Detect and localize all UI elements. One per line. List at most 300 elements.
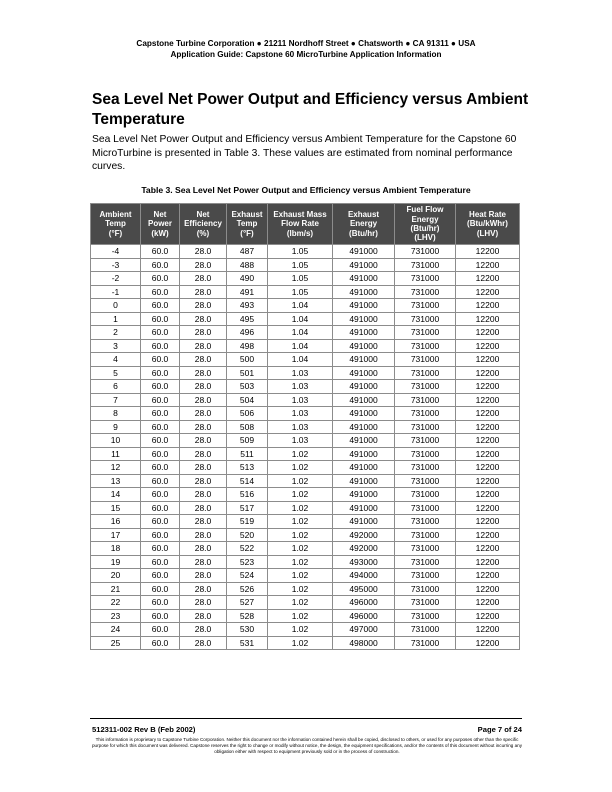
table-cell: 495000 bbox=[333, 582, 395, 596]
table-cell: 1.04 bbox=[268, 312, 333, 326]
table-cell: 1.04 bbox=[268, 299, 333, 313]
table-cell: 12200 bbox=[456, 623, 520, 637]
table-cell: 731000 bbox=[395, 474, 456, 488]
table-cell: 1.03 bbox=[268, 380, 333, 394]
table-cell: 28.0 bbox=[180, 326, 227, 340]
table-cell: 491000 bbox=[333, 339, 395, 353]
table-cell: 731000 bbox=[395, 380, 456, 394]
table-cell: 28.0 bbox=[180, 393, 227, 407]
table-cell: 28.0 bbox=[180, 542, 227, 556]
table-cell: 1.04 bbox=[268, 353, 333, 367]
table-cell: 0 bbox=[91, 299, 141, 313]
table-cell: 1.02 bbox=[268, 461, 333, 475]
table-cell: 12200 bbox=[456, 461, 520, 475]
table-cell: 22 bbox=[91, 596, 141, 610]
table-cell: 28.0 bbox=[180, 447, 227, 461]
table-cell: 28.0 bbox=[180, 569, 227, 583]
table-cell: 60.0 bbox=[141, 366, 180, 380]
column-header-line: Flow Rate bbox=[281, 219, 319, 229]
table-cell: 500 bbox=[227, 353, 268, 367]
guide-title-line: Application Guide: Capstone 60 MicroTurbine Application Information bbox=[170, 49, 442, 59]
column-header-line: Power bbox=[147, 219, 172, 229]
table-row bbox=[91, 380, 520, 394]
table-cell: 491000 bbox=[333, 353, 395, 367]
column-header-line: Net bbox=[153, 209, 167, 219]
table-cell: 3 bbox=[91, 339, 141, 353]
table-cell: 28.0 bbox=[180, 555, 227, 569]
table-cell: 12200 bbox=[456, 326, 520, 340]
table-cell: 1.02 bbox=[268, 582, 333, 596]
column-header-line: Exhaust Mass bbox=[273, 209, 327, 219]
column-header-line: (LHV) bbox=[414, 233, 436, 243]
column-header bbox=[180, 204, 227, 245]
table-row bbox=[91, 407, 520, 421]
table-cell: 1.02 bbox=[268, 609, 333, 623]
table-cell: 492000 bbox=[333, 542, 395, 556]
table-row bbox=[91, 312, 520, 326]
table-cell: 28.0 bbox=[180, 623, 227, 637]
footer-divider bbox=[90, 718, 522, 719]
table-cell: 16 bbox=[91, 515, 141, 529]
table-cell: 519 bbox=[227, 515, 268, 529]
section-title: Sea Level Net Power Output and Efficiency versus Ambient Temperature bbox=[92, 91, 529, 128]
table-cell: 1.02 bbox=[268, 555, 333, 569]
table-cell: 12200 bbox=[456, 555, 520, 569]
company-address-line: Capstone Turbine Corporation ● 21211 Nordhoff Street ● Chatsworth ● CA 91311 ● USA bbox=[136, 39, 476, 48]
table-row bbox=[91, 420, 520, 434]
table-cell: 19 bbox=[91, 555, 141, 569]
table-cell: 1.03 bbox=[268, 366, 333, 380]
table-cell: 12200 bbox=[456, 339, 520, 353]
table-cell: 28.0 bbox=[180, 596, 227, 610]
table-cell: 1.02 bbox=[268, 515, 333, 529]
table-cell: 12200 bbox=[456, 285, 520, 299]
table-row bbox=[91, 474, 520, 488]
table-cell: 498 bbox=[227, 339, 268, 353]
table-cell: 12200 bbox=[456, 582, 520, 596]
column-header-line: Temp bbox=[105, 219, 126, 229]
table-cell: 731000 bbox=[395, 245, 456, 259]
table-row bbox=[91, 434, 520, 448]
column-header-line: (°F) bbox=[108, 228, 123, 238]
table-row bbox=[91, 447, 520, 461]
table-row bbox=[91, 366, 520, 380]
table-cell: 493 bbox=[227, 299, 268, 313]
table-cell: 731000 bbox=[395, 501, 456, 515]
table-row bbox=[91, 461, 520, 475]
table-cell: 491000 bbox=[333, 299, 395, 313]
table-cell: 12200 bbox=[456, 569, 520, 583]
table-cell: 25 bbox=[91, 636, 141, 650]
table-cell: 522 bbox=[227, 542, 268, 556]
table-cell: 12200 bbox=[456, 609, 520, 623]
table-cell: 491000 bbox=[333, 474, 395, 488]
table-cell: 12200 bbox=[456, 299, 520, 313]
table-cell: 731000 bbox=[395, 542, 456, 556]
table-row bbox=[91, 353, 520, 367]
table-cell: 1.02 bbox=[268, 596, 333, 610]
table-cell: 60.0 bbox=[141, 299, 180, 313]
column-header-line: Exhaust bbox=[347, 209, 380, 219]
table-cell: 12200 bbox=[456, 488, 520, 502]
table-cell: 12200 bbox=[456, 447, 520, 461]
table-cell: 1.02 bbox=[268, 474, 333, 488]
table-cell: 1.02 bbox=[268, 501, 333, 515]
table-cell: 1.03 bbox=[268, 420, 333, 434]
table-cell: 496 bbox=[227, 326, 268, 340]
table-cell: 60.0 bbox=[141, 272, 180, 286]
table-row bbox=[91, 245, 520, 259]
table-cell: 491000 bbox=[333, 285, 395, 299]
table-cell: 28.0 bbox=[180, 339, 227, 353]
table-cell: 60.0 bbox=[141, 636, 180, 650]
table-cell: 1.02 bbox=[268, 623, 333, 637]
table-cell: 731000 bbox=[395, 353, 456, 367]
table-cell: 12200 bbox=[456, 501, 520, 515]
table-cell: 12200 bbox=[456, 353, 520, 367]
table-cell: 28.0 bbox=[180, 407, 227, 421]
table-cell: 12200 bbox=[456, 434, 520, 448]
table-cell: 509 bbox=[227, 434, 268, 448]
table-cell: -2 bbox=[91, 272, 141, 286]
table-cell: 531 bbox=[227, 636, 268, 650]
table-cell: 490 bbox=[227, 272, 268, 286]
table-cell: 28.0 bbox=[180, 434, 227, 448]
table-cell: 1.02 bbox=[268, 636, 333, 650]
table-cell: 12200 bbox=[456, 420, 520, 434]
table-cell: 60.0 bbox=[141, 569, 180, 583]
table-cell: 12200 bbox=[456, 272, 520, 286]
table-cell: 514 bbox=[227, 474, 268, 488]
column-header bbox=[227, 204, 268, 245]
table-cell: 28.0 bbox=[180, 474, 227, 488]
table-cell: 530 bbox=[227, 623, 268, 637]
table-cell: 60.0 bbox=[141, 407, 180, 421]
table-cell: 6 bbox=[91, 380, 141, 394]
table-cell: 501 bbox=[227, 366, 268, 380]
table-cell: 524 bbox=[227, 569, 268, 583]
table-cell: 12200 bbox=[456, 596, 520, 610]
table-cell: 28.0 bbox=[180, 501, 227, 515]
table-cell: 487 bbox=[227, 245, 268, 259]
page-number: Page 7 of 24 bbox=[477, 725, 522, 734]
table-row bbox=[91, 488, 520, 502]
table-cell: 9 bbox=[91, 420, 141, 434]
table-cell: 12200 bbox=[456, 312, 520, 326]
table-cell: 14 bbox=[91, 488, 141, 502]
table-cell: 491000 bbox=[333, 434, 395, 448]
column-header-line: (°F) bbox=[240, 228, 254, 238]
table-cell: 28.0 bbox=[180, 312, 227, 326]
table-cell: 60.0 bbox=[141, 285, 180, 299]
table-cell: 12200 bbox=[456, 393, 520, 407]
table-row bbox=[91, 528, 520, 542]
column-header-line: Temp bbox=[236, 219, 258, 229]
table-cell: 60.0 bbox=[141, 542, 180, 556]
table-row bbox=[91, 285, 520, 299]
table-cell: 60.0 bbox=[141, 515, 180, 529]
table-cell: 28.0 bbox=[180, 515, 227, 529]
table-cell: 491000 bbox=[333, 272, 395, 286]
table-cell: 60.0 bbox=[141, 245, 180, 259]
table-cell: 491000 bbox=[333, 245, 395, 259]
table-cell: 28.0 bbox=[180, 528, 227, 542]
column-header-line: (Btu/kWhr) bbox=[467, 219, 508, 229]
table-cell: 28.0 bbox=[180, 636, 227, 650]
table-cell: 731000 bbox=[395, 258, 456, 272]
table-header-row bbox=[91, 204, 520, 245]
table-cell: 12200 bbox=[456, 636, 520, 650]
table-cell: 60.0 bbox=[141, 501, 180, 515]
table-cell: 12200 bbox=[456, 407, 520, 421]
column-header-line: Fuel Flow bbox=[406, 205, 444, 215]
table-cell: 731000 bbox=[395, 326, 456, 340]
table-cell: 491000 bbox=[333, 258, 395, 272]
table-cell: 24 bbox=[91, 623, 141, 637]
table-cell: 731000 bbox=[395, 488, 456, 502]
table-cell: 491000 bbox=[333, 488, 395, 502]
table-cell: 28.0 bbox=[180, 245, 227, 259]
table-cell: 60.0 bbox=[141, 326, 180, 340]
column-header-line: Exhaust bbox=[231, 209, 263, 219]
table-body bbox=[91, 245, 520, 650]
table-cell: 1 bbox=[91, 312, 141, 326]
table-cell: 1.03 bbox=[268, 407, 333, 421]
table-row bbox=[91, 393, 520, 407]
table-cell: 12200 bbox=[456, 380, 520, 394]
table-cell: 528 bbox=[227, 609, 268, 623]
column-header-line: Ambient bbox=[99, 209, 132, 219]
table-cell: 60.0 bbox=[141, 434, 180, 448]
table-row bbox=[91, 636, 520, 650]
table-cell: 491 bbox=[227, 285, 268, 299]
column-header bbox=[395, 204, 456, 245]
table-cell: 731000 bbox=[395, 461, 456, 475]
table-cell: 523 bbox=[227, 555, 268, 569]
table-cell: 28.0 bbox=[180, 258, 227, 272]
table-cell: 731000 bbox=[395, 515, 456, 529]
table-row bbox=[91, 339, 520, 353]
table-cell: 12 bbox=[91, 461, 141, 475]
table-row bbox=[91, 569, 520, 583]
table-cell: 21 bbox=[91, 582, 141, 596]
table-cell: 15 bbox=[91, 501, 141, 515]
table-row bbox=[91, 555, 520, 569]
table-cell: 28.0 bbox=[180, 461, 227, 475]
table-cell: 491000 bbox=[333, 393, 395, 407]
column-header-line: Heat Rate bbox=[469, 209, 506, 219]
table-cell: 60.0 bbox=[141, 258, 180, 272]
table-cell: 1.02 bbox=[268, 447, 333, 461]
column-header-line: (LHV) bbox=[476, 228, 499, 238]
table-cell: 496000 bbox=[333, 596, 395, 610]
table-cell: 731000 bbox=[395, 272, 456, 286]
table-cell: 731000 bbox=[395, 312, 456, 326]
column-header-line: (%) bbox=[196, 228, 210, 238]
column-header bbox=[141, 204, 180, 245]
table-cell: 8 bbox=[91, 407, 141, 421]
table-cell: 28.0 bbox=[180, 582, 227, 596]
table-cell: 1.02 bbox=[268, 488, 333, 502]
table-cell: 12200 bbox=[456, 542, 520, 556]
table-cell: 60.0 bbox=[141, 474, 180, 488]
table-cell: 60.0 bbox=[141, 447, 180, 461]
column-header-line: Energy bbox=[411, 214, 439, 224]
table-row bbox=[91, 299, 520, 313]
table-cell: 488 bbox=[227, 258, 268, 272]
table-cell: 1.05 bbox=[268, 285, 333, 299]
table-cell: 60.0 bbox=[141, 609, 180, 623]
table-cell: 1.04 bbox=[268, 339, 333, 353]
table-cell: 731000 bbox=[395, 285, 456, 299]
table-cell: 506 bbox=[227, 407, 268, 421]
table-cell: 28.0 bbox=[180, 353, 227, 367]
table-cell: -4 bbox=[91, 245, 141, 259]
table-cell: 731000 bbox=[395, 407, 456, 421]
table-cell: -3 bbox=[91, 258, 141, 272]
table-cell: 1.03 bbox=[268, 393, 333, 407]
table-cell: 731000 bbox=[395, 339, 456, 353]
table-cell: 491000 bbox=[333, 407, 395, 421]
table-cell: 731000 bbox=[395, 555, 456, 569]
table-cell: 1.04 bbox=[268, 326, 333, 340]
column-header-line: (lbm/s) bbox=[286, 228, 314, 238]
column-header-line: Efficiency bbox=[184, 219, 222, 229]
table-cell: 28.0 bbox=[180, 285, 227, 299]
table-cell: 60.0 bbox=[141, 488, 180, 502]
table-caption: Table 3. Sea Level Net Power Output and Efficiency versus Ambient Temperature bbox=[141, 185, 471, 195]
table-cell: 60.0 bbox=[141, 623, 180, 637]
table-cell: 12200 bbox=[456, 528, 520, 542]
table-cell: 731000 bbox=[395, 299, 456, 313]
table-cell: 491000 bbox=[333, 420, 395, 434]
table-cell: 731000 bbox=[395, 420, 456, 434]
table-cell: 60.0 bbox=[141, 393, 180, 407]
table-row bbox=[91, 501, 520, 515]
column-header-line: Energy bbox=[349, 219, 378, 229]
table-cell: 731000 bbox=[395, 623, 456, 637]
table-cell: 17 bbox=[91, 528, 141, 542]
table-row bbox=[91, 596, 520, 610]
column-header bbox=[333, 204, 395, 245]
table-cell: 493000 bbox=[333, 555, 395, 569]
table-cell: 1.05 bbox=[268, 258, 333, 272]
table-cell: 508 bbox=[227, 420, 268, 434]
table-row bbox=[91, 326, 520, 340]
page-header bbox=[0, 39, 612, 60]
table-cell: 12200 bbox=[456, 515, 520, 529]
table-cell: 491000 bbox=[333, 447, 395, 461]
column-header bbox=[268, 204, 333, 245]
table-cell: 731000 bbox=[395, 393, 456, 407]
table-cell: 60.0 bbox=[141, 582, 180, 596]
table-cell: 12200 bbox=[456, 258, 520, 272]
table-cell: 491000 bbox=[333, 501, 395, 515]
table-cell: 18 bbox=[91, 542, 141, 556]
table-cell: 12200 bbox=[456, 245, 520, 259]
column-header-line: (Btu/hr) bbox=[349, 228, 378, 238]
column-header-line: (kW) bbox=[151, 228, 169, 238]
table-cell: 5 bbox=[91, 366, 141, 380]
table-cell: 731000 bbox=[395, 582, 456, 596]
table-cell: 491000 bbox=[333, 461, 395, 475]
table-cell: 11 bbox=[91, 447, 141, 461]
column-header bbox=[91, 204, 141, 245]
table-row bbox=[91, 582, 520, 596]
table-row bbox=[91, 623, 520, 637]
table-cell: 2 bbox=[91, 326, 141, 340]
table-cell: 60.0 bbox=[141, 353, 180, 367]
table-cell: 1.05 bbox=[268, 245, 333, 259]
table-cell: 28.0 bbox=[180, 366, 227, 380]
table-cell: 60.0 bbox=[141, 380, 180, 394]
table-cell: 28.0 bbox=[180, 380, 227, 394]
table-cell: 491000 bbox=[333, 366, 395, 380]
table-cell: 1.03 bbox=[268, 434, 333, 448]
table-cell: 504 bbox=[227, 393, 268, 407]
table-cell: 494000 bbox=[333, 569, 395, 583]
table-cell: 28.0 bbox=[180, 420, 227, 434]
table-cell: 498000 bbox=[333, 636, 395, 650]
table-cell: 731000 bbox=[395, 447, 456, 461]
table-cell: 12200 bbox=[456, 474, 520, 488]
table-row bbox=[91, 515, 520, 529]
table-cell: 4 bbox=[91, 353, 141, 367]
table-cell: 511 bbox=[227, 447, 268, 461]
table-row bbox=[91, 542, 520, 556]
table-cell: 1.05 bbox=[268, 272, 333, 286]
intro-paragraph: Sea Level Net Power Output and Efficiency versus Ambient Temperature for the Capstone 60 MicroTurbine is presented in Table 3. These values are estimated from nominal performance curves. bbox=[92, 134, 517, 172]
legal-notice: This information is proprietary to Capstone Turbine Corporation. Neither this document nor the information contained herein shall be copied, disclosed to others, or used for any purposes other than the specific purpose for which this document was delivered. Capstone reserves the right to change or modify without notice, the design, the equipment specifications, and/or the contents of this document without incurring any obligation either with respect to equipment previously sold or in the process of construction. bbox=[92, 737, 523, 754]
table-cell: 497000 bbox=[333, 623, 395, 637]
table-cell: 731000 bbox=[395, 636, 456, 650]
table-cell: 526 bbox=[227, 582, 268, 596]
table-cell: 1.02 bbox=[268, 528, 333, 542]
table-cell: 20 bbox=[91, 569, 141, 583]
table-cell: 503 bbox=[227, 380, 268, 394]
table-cell: 28.0 bbox=[180, 609, 227, 623]
table-cell: 12200 bbox=[456, 366, 520, 380]
table-cell: 731000 bbox=[395, 366, 456, 380]
column-header-line: (Btu/hr) bbox=[410, 224, 440, 233]
table-cell: 513 bbox=[227, 461, 268, 475]
table-cell: 60.0 bbox=[141, 555, 180, 569]
table-cell: 28.0 bbox=[180, 488, 227, 502]
table-cell: 731000 bbox=[395, 596, 456, 610]
table-row bbox=[91, 272, 520, 286]
column-header-line: Net bbox=[196, 209, 210, 219]
table-cell: 7 bbox=[91, 393, 141, 407]
table-cell: -1 bbox=[91, 285, 141, 299]
table-cell: 23 bbox=[91, 609, 141, 623]
table-cell: 1.02 bbox=[268, 542, 333, 556]
table-cell: 60.0 bbox=[141, 420, 180, 434]
column-header bbox=[456, 204, 520, 245]
table-cell: 731000 bbox=[395, 609, 456, 623]
table-cell: 527 bbox=[227, 596, 268, 610]
table-cell: 60.0 bbox=[141, 461, 180, 475]
table-cell: 28.0 bbox=[180, 299, 227, 313]
table-cell: 491000 bbox=[333, 515, 395, 529]
table-cell: 495 bbox=[227, 312, 268, 326]
table-cell: 491000 bbox=[333, 380, 395, 394]
table-cell: 13 bbox=[91, 474, 141, 488]
table-cell: 731000 bbox=[395, 528, 456, 542]
table-cell: 520 bbox=[227, 528, 268, 542]
performance-table bbox=[90, 203, 520, 650]
table-cell: 60.0 bbox=[141, 596, 180, 610]
table-cell: 496000 bbox=[333, 609, 395, 623]
